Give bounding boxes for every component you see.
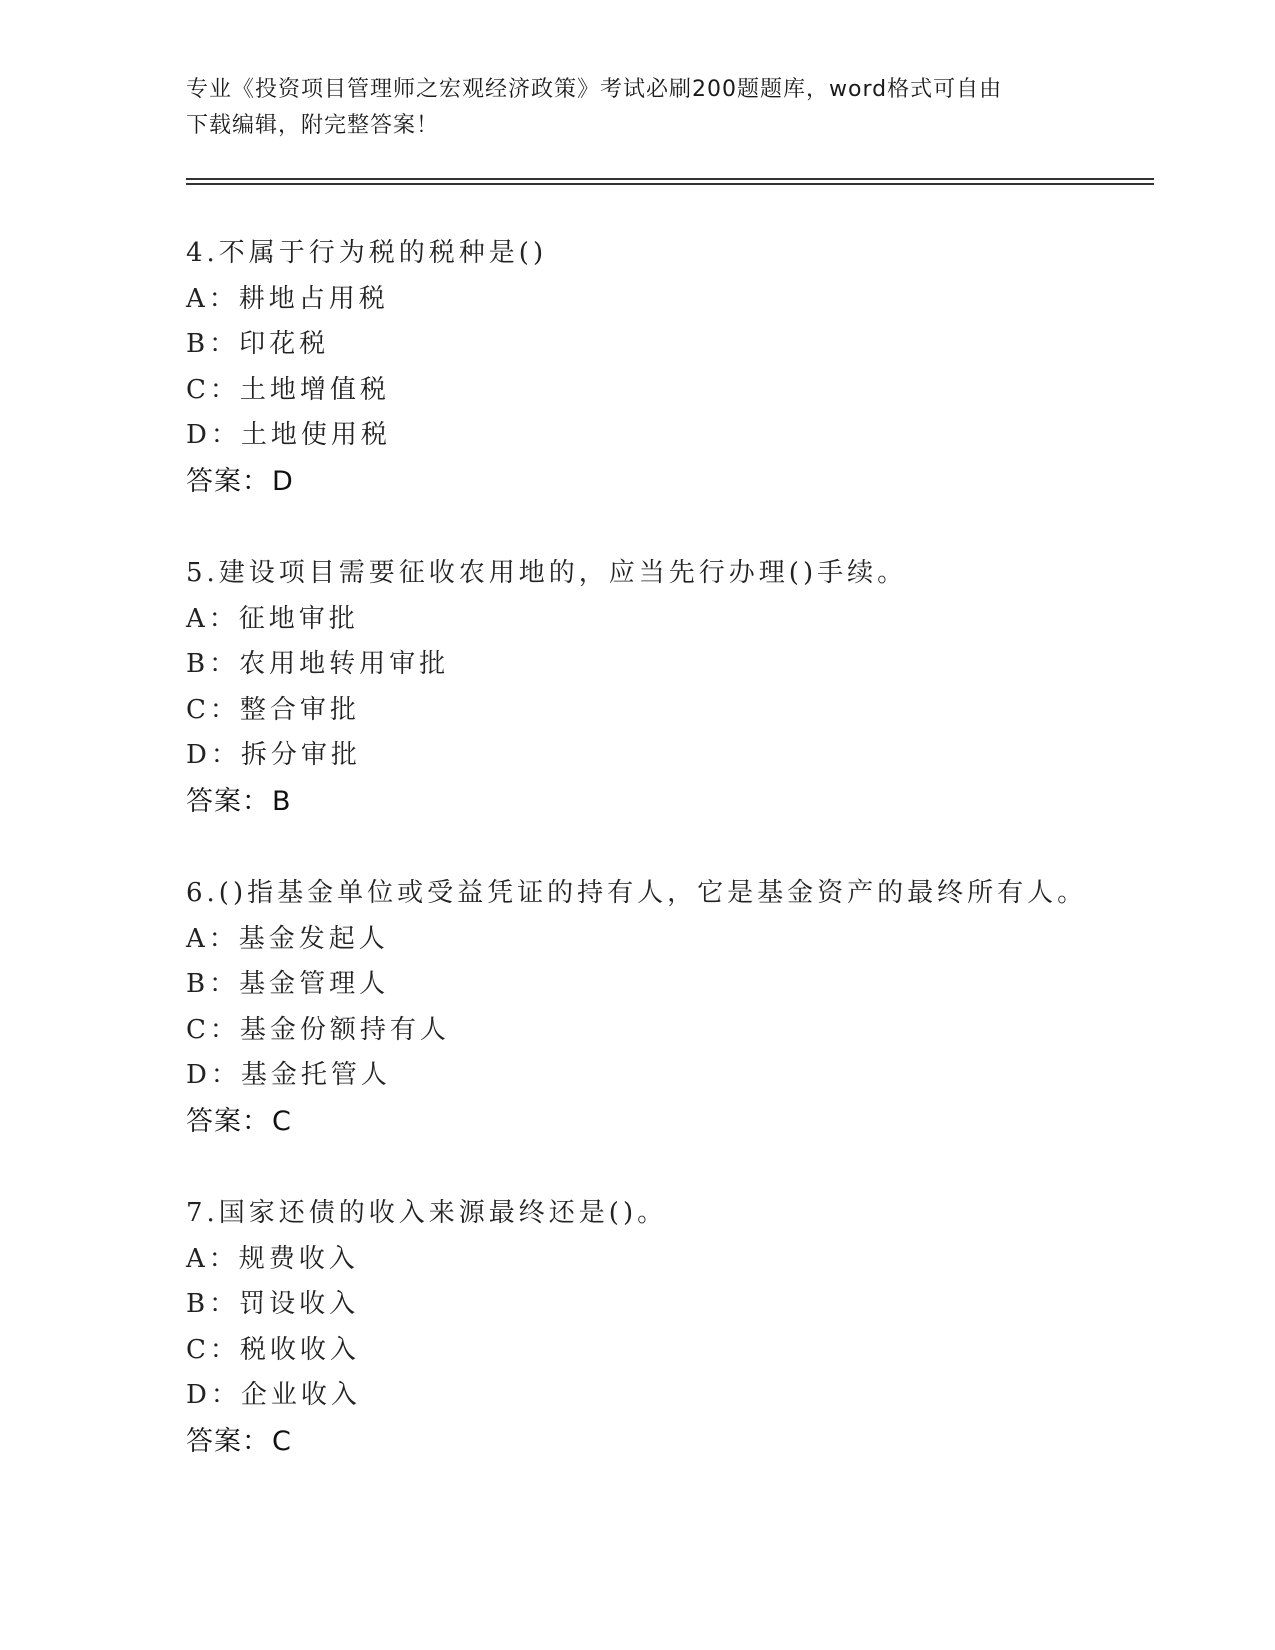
question-item [186, 231, 1166, 551]
option-b: B：罚设收入 [186, 1289, 360, 1319]
option-c: C：土地增值税 [186, 374, 390, 405]
question-stem: 4.不属于行为税的税种是() [186, 238, 548, 268]
option-a: A：基金发起人 [186, 923, 389, 954]
header-line-2: 下载编辑，附完整答案！ [186, 113, 440, 138]
answer-line [186, 779, 1166, 825]
option-d: D：基金托管人 [186, 1060, 391, 1090]
answer-line [186, 459, 1166, 505]
option-c: C：税收收入 [186, 1334, 360, 1365]
header-divider-bottom [186, 183, 1154, 185]
option-d: D：拆分审批 [186, 740, 361, 770]
option-c: C：基金份额持有人 [186, 1014, 450, 1045]
option-b: B：印花税 [186, 329, 330, 359]
answer-value: C [272, 1425, 292, 1457]
question-item [186, 1191, 1166, 1511]
option-a: A：规费收入 [186, 1243, 359, 1274]
option-d: D：企业收入 [186, 1380, 361, 1410]
option-b: B：基金管理人 [186, 969, 390, 999]
question-stem: 6.()指基金单位或受益凭证的持有人，它是基金资产的最终所有人。 [186, 878, 1088, 908]
option-a: A：耕地占用税 [186, 283, 389, 314]
option-c: C：整合审批 [186, 694, 360, 725]
document-header [186, 72, 1086, 144]
answer-value: C [272, 1105, 292, 1137]
answer-label: 答案： [186, 1425, 270, 1457]
answer-value: D [272, 465, 294, 497]
answer-line [186, 1099, 1166, 1145]
question-list [186, 231, 1166, 1511]
answer-value: B [272, 785, 292, 817]
option-d: D：土地使用税 [186, 420, 391, 450]
question-item [186, 871, 1166, 1191]
answer-line [186, 1419, 1166, 1465]
question-item [186, 551, 1166, 871]
header-divider-top [186, 178, 1154, 180]
option-a: A：征地审批 [186, 603, 359, 634]
answer-label: 答案： [186, 1105, 270, 1137]
answer-label: 答案： [186, 465, 270, 497]
option-b: B：农用地转用审批 [186, 649, 450, 679]
answer-label: 答案： [186, 785, 270, 817]
question-stem: 5.建设项目需要征收农用地的，应当先行办理()手续。 [186, 558, 908, 588]
header-line-1: 专业《投资项目管理师之宏观经济政策》考试必刷200题题库，word格式可自由 [186, 77, 1003, 102]
question-stem: 7.国家还债的收入来源最终还是()。 [186, 1198, 668, 1228]
